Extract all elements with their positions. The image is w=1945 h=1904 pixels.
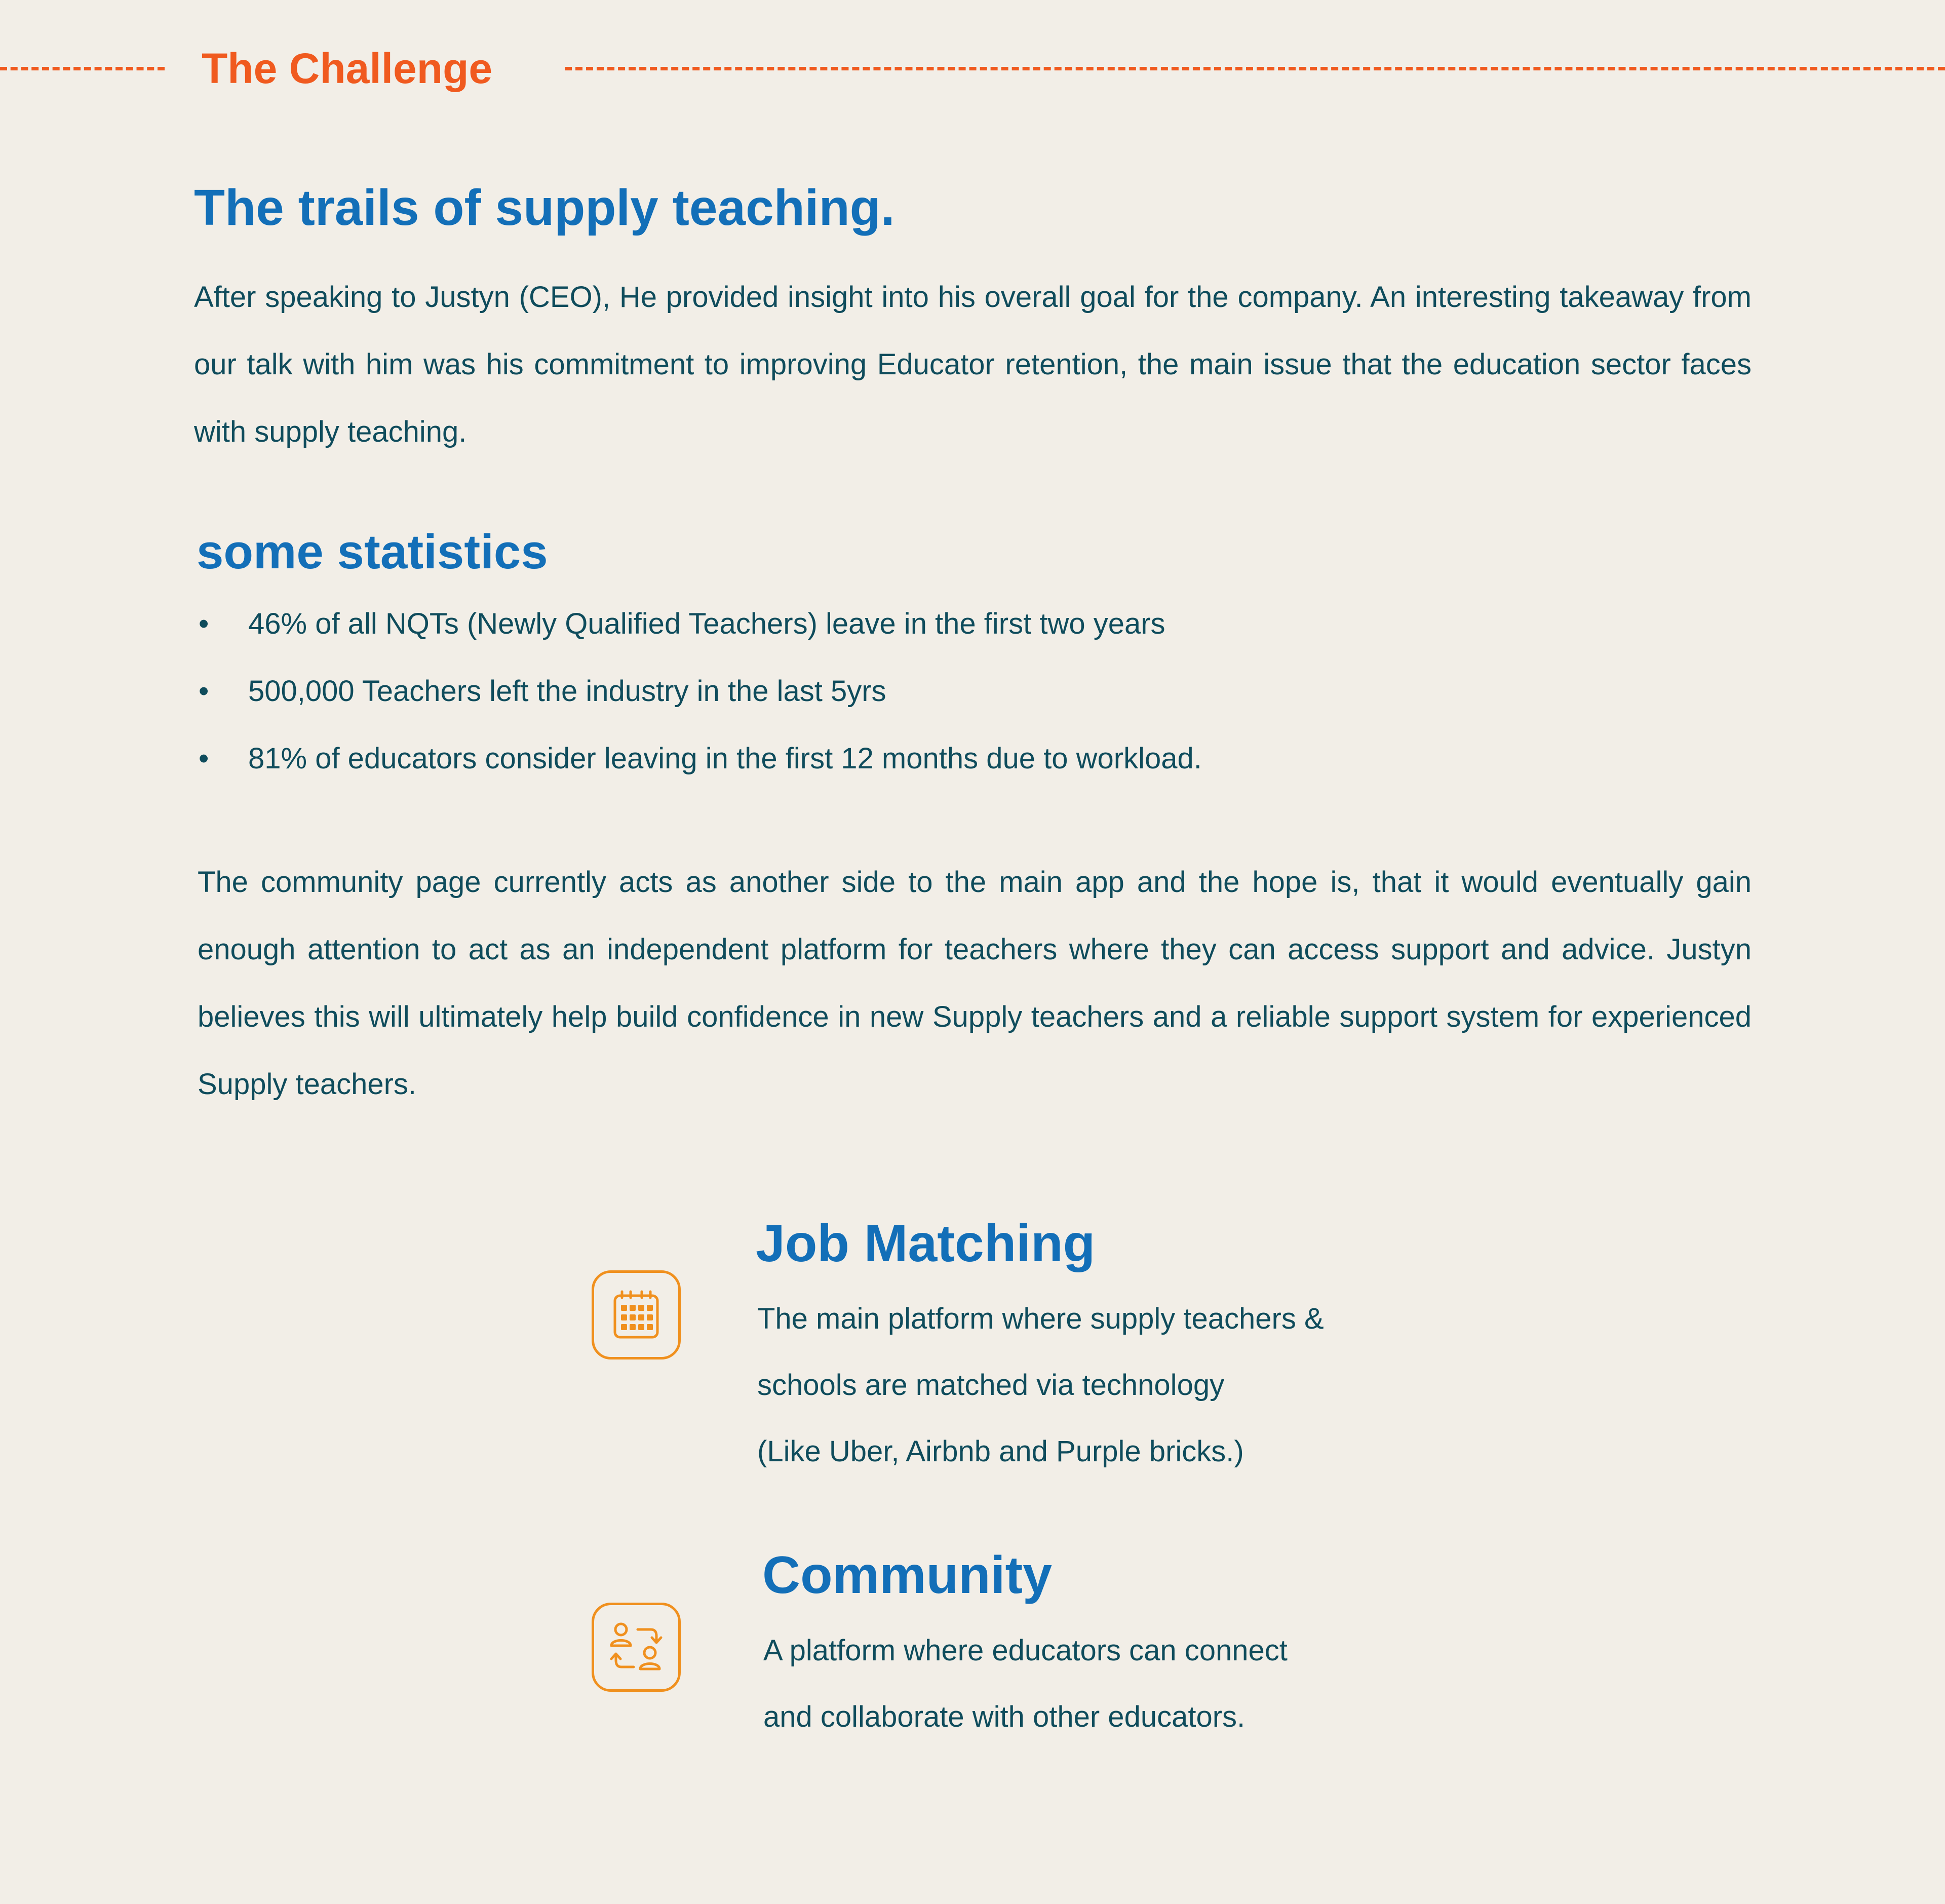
people-exchange-icon [608,1619,664,1675]
bullet-icon: • [199,607,209,640]
community-title: Community [762,1546,1052,1605]
job-matching-description [757,1286,1324,1485]
statistic-text: 500,000 Teachers left the industry in the last 5yrs [248,675,886,708]
intro-paragraph: After speaking to Justyn (CEO), He provided insight into his overall goal for the company. An interesting takeaway from our talk with him was his commitment to improving Educator retention, the main issue that the education sector faces with supply teaching. [194,281,1752,448]
statistic-item [197,657,1202,725]
job-matching-icon-box [592,1270,681,1359]
description-line: A platform where educators can connect [763,1634,1288,1667]
statistics-heading: some statistics [197,525,548,579]
statistics-list [197,590,1202,792]
community-description [763,1617,1288,1750]
dashed-divider-left [0,67,165,70]
community-icon-box [592,1603,681,1692]
statistic-text: 81% of educators consider leaving in the first 12 months due to workload. [248,742,1202,775]
dashed-divider-right [565,67,1945,70]
description-line: (Like Uber, Airbnb and Purple bricks.) [757,1435,1244,1468]
job-matching-title: Job Matching [756,1214,1096,1273]
intro-heading: The trails of supply teaching. [194,179,895,236]
section-title: The Challenge [202,45,493,92]
section-header [0,35,1945,101]
calendar-icon [612,1290,660,1340]
description-line: and collaborate with other educators. [763,1700,1246,1733]
statistic-item [197,725,1202,792]
bullet-icon: • [199,742,209,775]
bullet-icon: • [199,675,209,708]
community-paragraph: The community page currently acts as another side to the main app and the hope is, that it would eventually gain enough attention to act as an independent platform for teachers where they can access support and advice. Justyn believes this will ultimately help build confidence in new Supply teachers and a reliable support system for experienced Supply teachers. [198,866,1752,1101]
description-line: schools are matched via technology [757,1369,1225,1402]
description-line: The main platform where supply teachers & [757,1302,1324,1335]
statistic-text: 46% of all NQTs (Newly Qualified Teachers) leave in the first two years [248,607,1165,640]
statistic-item [197,590,1202,657]
